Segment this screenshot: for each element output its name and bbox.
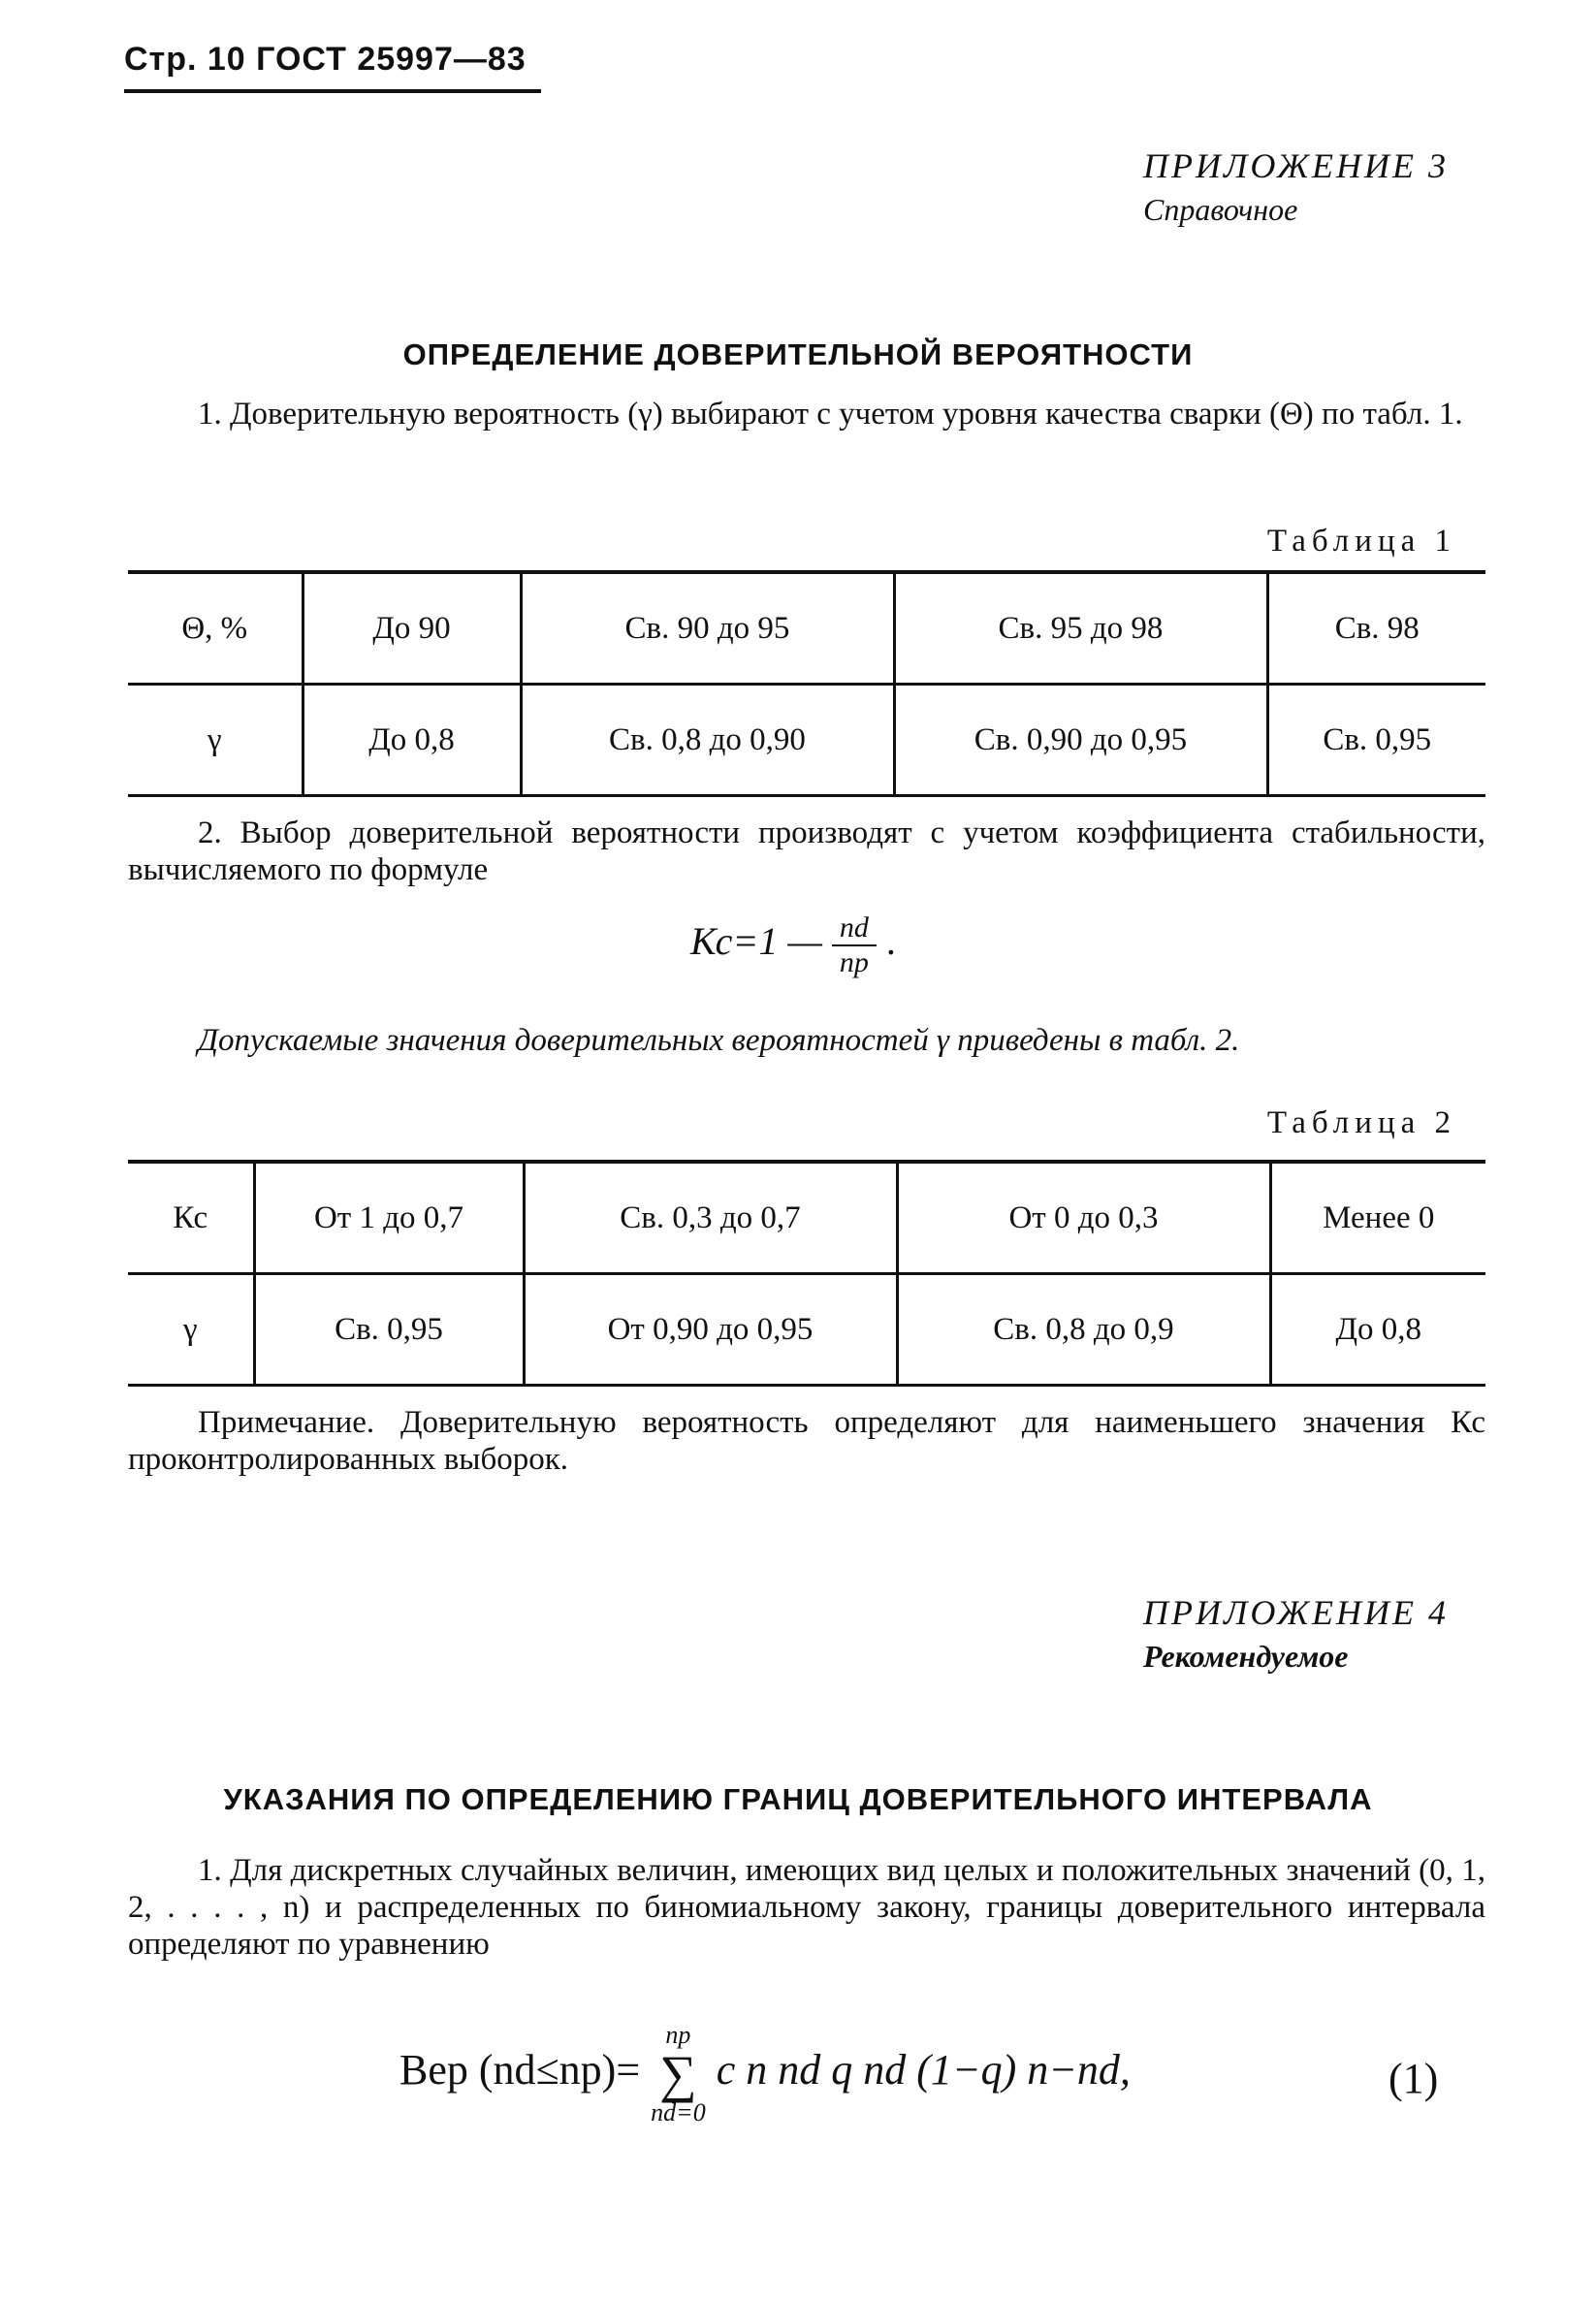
appendix-3-label (1143, 145, 1449, 228)
table-2-note: Примечание. Доверительную вероятность определяют для наименьшего значения Кс проконтролированных выборок. (128, 1405, 1485, 1477)
table-cell: От 1 до 0,7 (254, 1162, 524, 1274)
stability-formula (690, 911, 896, 979)
table-cell: Св. 0,8 до 0,9 (897, 1274, 1270, 1386)
formula-fraction (832, 911, 877, 979)
sum-lower-limit: nd=0 (651, 2098, 706, 2126)
sum-upper-limit: np (665, 2021, 691, 2049)
table-cell: Св. 0,95 (1267, 685, 1485, 796)
table-1-row-gamma (128, 685, 1485, 796)
formula-end: . (885, 919, 896, 964)
table-cell: Св. 0,95 (254, 1274, 524, 1386)
section-2-paragraph-1: 1. Для дискретных случайных величин, имеющих вид целых и положительных значений (0, 1, 2, . . . . , n) и распределенных по биномиальному закону, границы доверительного интервала определяют по уравнению (128, 1853, 1485, 1962)
section-1-paragraph-3: Допускаемые значения доверительных вероятностей γ приведены в табл. 2. (198, 1023, 1240, 1058)
table-2-row-gamma (128, 1274, 1485, 1386)
table-cell: Св. 98 (1267, 572, 1485, 685)
section-1-heading: ОПРЕДЕЛЕНИЕ ДОВЕРИТЕЛЬНОЙ ВЕРОЯТНОСТИ (402, 337, 1194, 371)
table-cell: До 90 (303, 572, 521, 685)
table-cell: От 0 до 0,3 (897, 1162, 1270, 1274)
appendix-3-subtitle: Справочное (1143, 192, 1298, 227)
table-1 (128, 570, 1485, 797)
section-1-paragraph-1: 1. Доверительную вероятность (γ) выбирают с учетом уровня качества сварки (Θ) по табл. 1. (198, 397, 1463, 432)
table-2-caption: Таблица 2 (1266, 1105, 1456, 1140)
table-cell: Св. 0,3 до 0,7 (524, 1162, 897, 1274)
table-cell: γ (207, 721, 222, 757)
table-cell: Кс (128, 1162, 254, 1274)
appendix-4-label (1143, 1592, 1449, 1675)
table-cell: γ (182, 1311, 198, 1347)
appendix-4-title: ПРИЛОЖЕНИЕ 4 (1143, 1593, 1449, 1632)
table-cell: До 0,8 (303, 685, 521, 796)
sigma-icon: ∑ (659, 2045, 697, 2103)
table-2 (128, 1160, 1485, 1387)
table-cell: От 0,90 до 0,95 (524, 1274, 897, 1386)
appendix-4-subtitle: Рекомендуемое (1143, 1639, 1349, 1674)
header-rule (124, 89, 541, 93)
table-2-row-kc (128, 1162, 1485, 1274)
equation-rhs: c n nd q nd (1−q) n−nd, (716, 2046, 1131, 2094)
formula-numerator: nd (832, 911, 877, 946)
sum-operator (651, 2023, 706, 2126)
table-cell: Св. 95 до 98 (894, 572, 1267, 685)
appendix-3-title: ПРИЛОЖЕНИЕ 3 (1143, 146, 1449, 185)
table-1-caption: Таблица 1 (1266, 524, 1456, 559)
binomial-equation (399, 2023, 1131, 2126)
table-cell: Св. 90 до 95 (521, 572, 894, 685)
table-cell: Менее 0 (1270, 1162, 1485, 1274)
equation-lhs: Вер (nd≤np)= (399, 2046, 641, 2094)
table-cell: Св. 0,90 до 0,95 (894, 685, 1267, 796)
section-1-paragraph-2: 2. Выбор доверительной вероятности производят с учетом коэффициента стабильности, вычисляемого по формуле (128, 815, 1485, 887)
page-label: Стр. 10 ГОСТ 25997—83 (124, 41, 527, 78)
table-cell: Св. 0,8 до 0,90 (521, 685, 894, 796)
page-header (124, 41, 527, 79)
table-cell: Θ, % (128, 572, 303, 685)
section-2-heading: УКАЗАНИЯ ПО ОПРЕДЕЛЕНИЮ ГРАНИЦ ДОВЕРИТЕЛЬНОГО ИНТЕРВАЛА (223, 1782, 1373, 1816)
formula-lhs: Кс=1 — (690, 919, 822, 964)
equation-number: (1) (1389, 2055, 1439, 2102)
formula-denominator: np (839, 946, 869, 978)
table-1-row-theta (128, 572, 1485, 685)
table-cell: До 0,8 (1270, 1274, 1485, 1386)
